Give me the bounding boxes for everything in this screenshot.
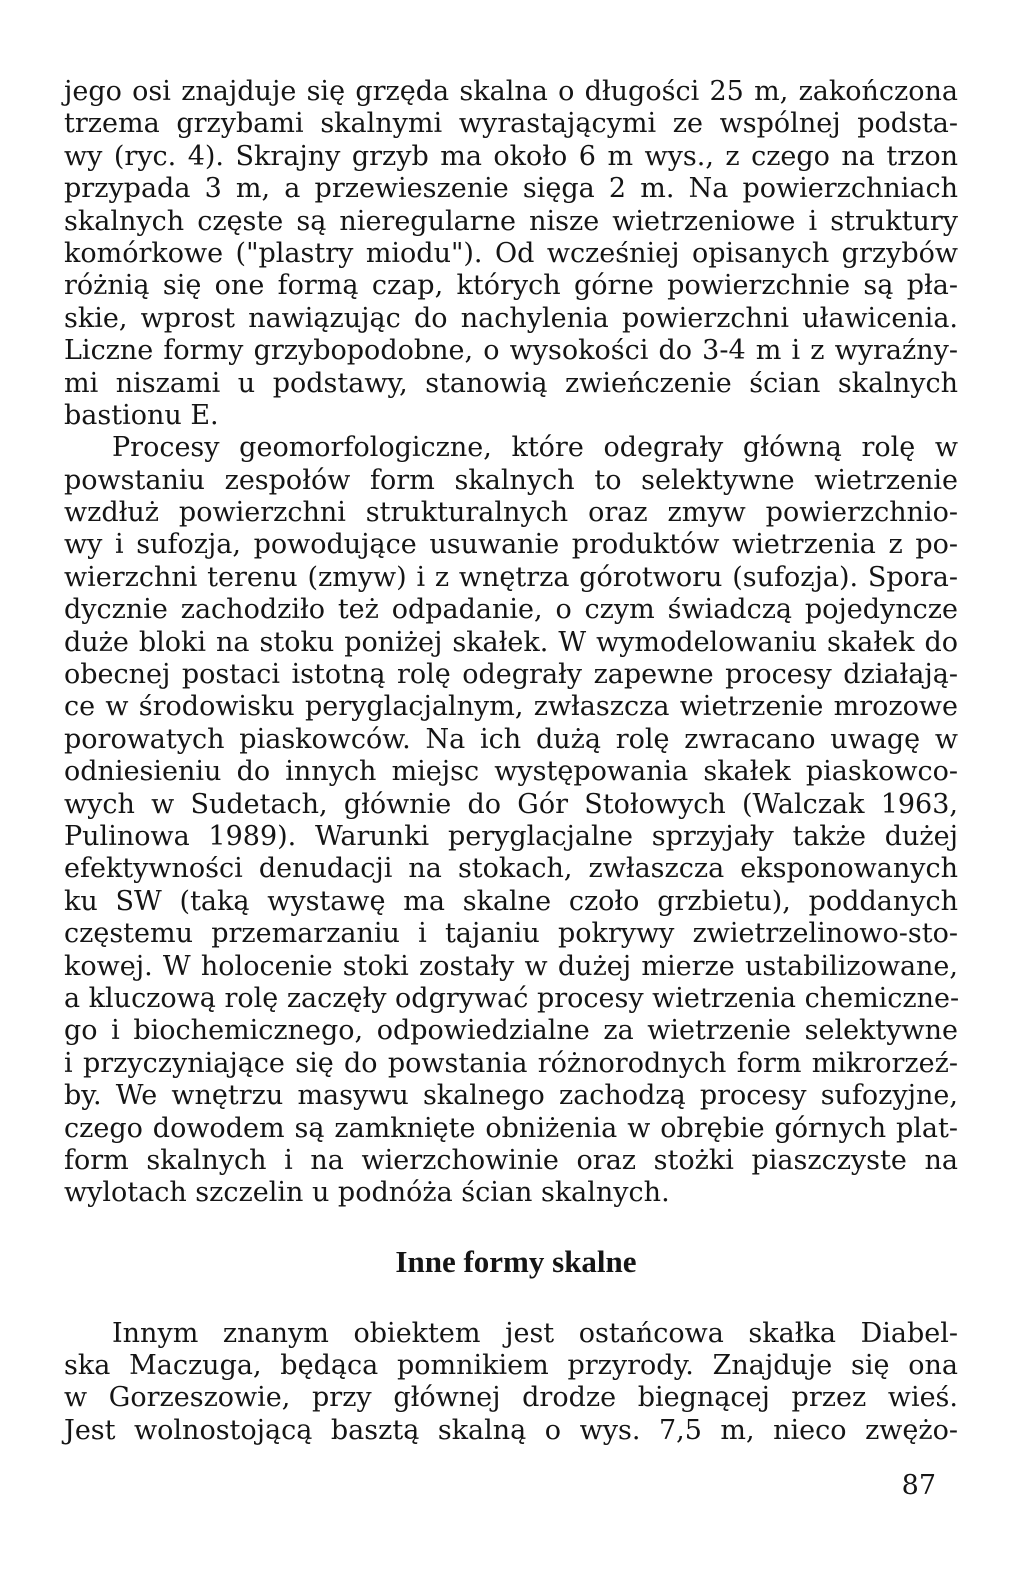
text-line: skie, wprost nawiązując do nachylenia powierzchni uławicenia. xyxy=(64,302,958,334)
section-heading: Inne formy skalne xyxy=(395,1243,637,1279)
text-line: Pulinowa 1989). Warunki peryglacjalne sprzyjały także dużej xyxy=(64,820,958,852)
text-line: i przyczyniające się do powstania różnorodnych form mikrorzeź- xyxy=(64,1047,958,1079)
text-line: w Gorzeszowie, przy głównej drodze biegnącej przez wieś. xyxy=(64,1382,958,1414)
text-line: wzdłuż powierzchni strukturalnych oraz zmyw powierzchnio- xyxy=(64,497,958,529)
text-line: mi niszami u podstawy, stanowią zwieńczenie ścian skalnych xyxy=(64,367,958,399)
page-body xyxy=(64,76,958,1447)
text-line: czego dowodem są zamknięte obniżenia w obrębie górnych plat- xyxy=(64,1112,958,1144)
text-line: odniesieniu do innych miejsc występowania skałek piaskowco- xyxy=(64,756,958,788)
text-line: częstemu przemarzaniu i tajaniu pokrywy zwietrzelinowo-sto- xyxy=(64,918,958,950)
paragraph-1 xyxy=(64,76,958,432)
text-line: komórkowe ("plastry miodu"). Od wcześniej opisanych grzybów xyxy=(64,237,958,269)
paragraph-3 xyxy=(64,1318,958,1448)
text-line: kowej. W holocenie stoki zostały w dużej mierze ustabilizowane, xyxy=(64,950,958,982)
text-line: ska Maczuga, będąca pomnikiem przyrody. Znajduje się ona xyxy=(64,1350,958,1382)
text-line: powstaniu zespołów form skalnych to selektywne wietrzenie xyxy=(64,464,958,496)
text-line: wierzchni terenu (zmyw) i z wnętrza górotworu (sufozja). Spora- xyxy=(64,561,958,593)
text-line: jego osi znajduje się grzęda skalna o długości 25 m, zakończona xyxy=(64,76,958,107)
text-line: porowatych piaskowców. Na ich dużą rolę zwracano uwagę w xyxy=(64,723,958,755)
text-line: różnią się one formą czap, których górne powierzchnie są pła- xyxy=(64,270,958,302)
text-line: efektywności denudacji na stokach, zwłaszcza eksponowanych xyxy=(64,853,958,885)
text-line: ku SW (taką wystawę ma skalne czoło grzbietu), poddanych xyxy=(64,885,958,917)
text-line: duże bloki na stoku poniżej skałek. W wymodelowaniu skałek do xyxy=(64,626,958,658)
text-line: wych w Sudetach, głównie do Gór Stołowych (Walczak 1963, xyxy=(64,788,958,820)
text-line: Procesy geomorfologiczne, które odegrały główną rolę w xyxy=(112,432,958,464)
text-line: skalnych częste są nieregularne nisze wietrzeniowe i struktury xyxy=(64,205,958,237)
text-line: ce w środowisku peryglacjalnym, zwłaszcza wietrzenie mrozowe xyxy=(64,691,958,723)
page-number: 87 xyxy=(901,1470,936,1501)
text-line: przypada 3 m, a przewieszenie sięga 2 m. Na powierzchniach xyxy=(64,173,958,205)
text-line: go i biochemicznego, odpowiedzialne za wietrzenie selektywne xyxy=(64,1015,958,1047)
paragraph-2 xyxy=(64,432,958,1209)
text-line: trzema grzybami skalnymi wyrastającymi ze wspólnej podsta- xyxy=(64,108,958,140)
text-line: by. We wnętrzu masywu skalnego zachodzą procesy sufozyjne, xyxy=(64,1080,958,1112)
text-line: form skalnych i na wierzchowinie oraz stożki piaszczyste na xyxy=(64,1144,958,1176)
text-line: obecnej postaci istotną rolę odegrały zapewne procesy działają- xyxy=(64,659,958,691)
text-line: a kluczową rolę zaczęły odgrywać procesy wietrzenia chemiczne- xyxy=(64,982,960,1014)
text-line: wylotach szczelin u podnóża ścian skalnych. xyxy=(64,1177,670,1209)
text-line: dycznie zachodziło też odpadanie, o czym świadczą pojedyncze xyxy=(64,594,958,626)
text-line: bastionu E. xyxy=(64,399,219,431)
text-line: Innym znanym obiektem jest ostańcowa skałka Diabel- xyxy=(112,1317,958,1349)
text-line: wy (ryc. 4). Skrajny grzyb ma około 6 m wys., z czego na trzon xyxy=(64,140,958,172)
text-line: Liczne formy grzybopodobne, o wysokości do 3-4 m i z wyraźny- xyxy=(64,335,958,367)
text-line: wy i sufozja, powodujące usuwanie produktów wietrzenia z po- xyxy=(64,529,958,561)
text-line: Jest wolnostojącą basztą skalną o wys. 7,5 m, nieco zwężo- xyxy=(64,1414,958,1446)
